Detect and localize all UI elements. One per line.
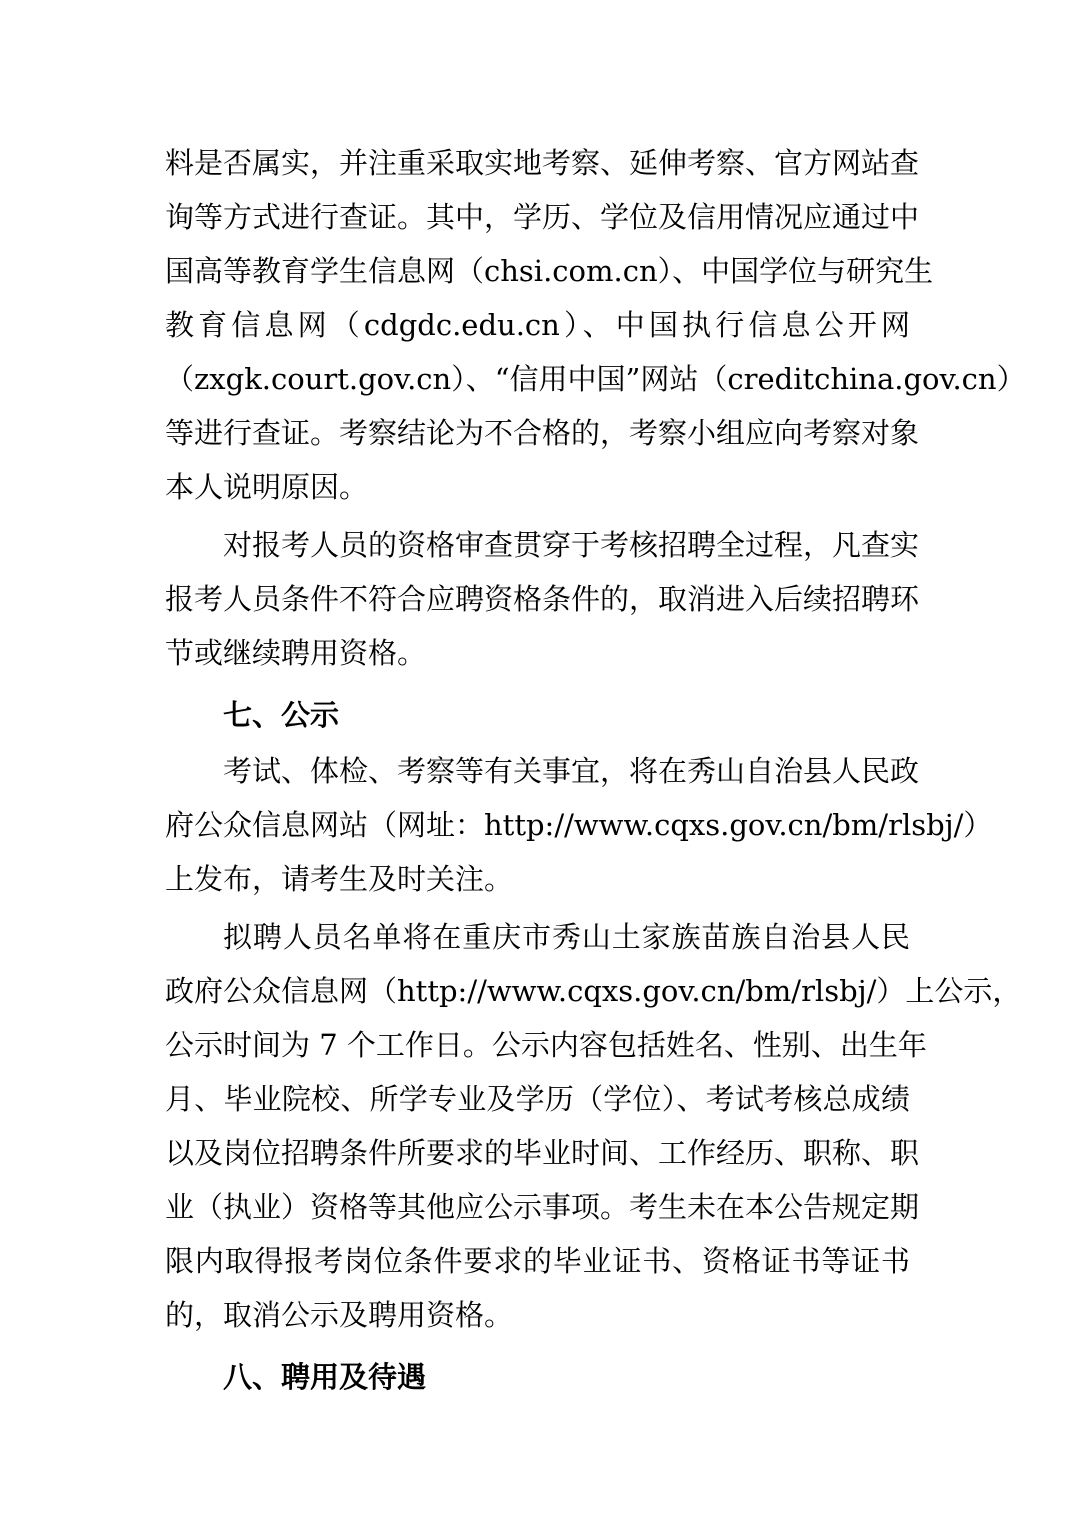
paragraph-first-line: 对报考人员的资格审查贯穿于考核招聘全过程，凡查实: [223, 528, 920, 562]
paragraph-first-line: 拟聘人员名单将在重庆市秀山土家族苗族自治县人民: [223, 920, 910, 954]
text-line: 公示时间为 7 个工作日。公示内容包括姓名、性别、出生年: [165, 1028, 927, 1062]
text-line: 府公众信息网站（网址：http://www.cqxs.gov.cn/bm/rlsbj/）: [165, 808, 993, 842]
text-line: （zxgk.court.gov.cn）、“信用中国”网站（creditchina.gov.cn）: [165, 362, 1026, 396]
text-line: 上发布，请考生及时关注。: [165, 862, 514, 896]
text-line: 国高等教育学生信息网（chsi.com.cn）、中国学位与研究生: [165, 254, 934, 288]
text-line: 的，取消公示及聘用资格。: [165, 1298, 514, 1332]
document-body: [165, 136, 1026, 1406]
text-line: 月、毕业院校、所学专业及学历（学位）、考试考核总成绩: [165, 1082, 910, 1116]
text-line: 料是否属实，并注重采取实地考察、延伸考察、官方网站查: [165, 146, 920, 180]
text-line: 节或继续聘用资格。: [165, 636, 427, 670]
text-line: 限内取得报考岗位条件要求的毕业证书、资格证书等证书: [165, 1244, 910, 1278]
text-line: 报考人员条件不符合应聘资格条件的，取消进入后续招聘环: [165, 582, 920, 616]
text-line: 询等方式进行查证。其中，学历、学位及信用情况应通过中: [165, 200, 920, 234]
text-line: 以及岗位招聘条件所要求的毕业时间、工作经历、职称、职: [165, 1136, 920, 1170]
paragraph-first-line: 考试、体检、考察等有关事宜，将在秀山自治县人民政: [223, 754, 920, 788]
text-line: 业（执业）资格等其他应公示事项。考生未在本公告规定期: [165, 1190, 920, 1224]
section-heading: 八、聘用及待遇: [223, 1360, 427, 1394]
section-heading: 七、公示: [223, 698, 340, 732]
text-line: 等进行查证。考察结论为不合格的，考察小组应向考察对象: [165, 416, 920, 450]
text-line: 教育信息网（cdgdc.edu.cn）、中国执行信息公开网: [165, 308, 910, 342]
text-line: 本人说明原因。: [165, 470, 369, 504]
text-line: 政府公众信息网（http://www.cqxs.gov.cn/bm/rlsbj/）上公示，: [165, 974, 1022, 1008]
